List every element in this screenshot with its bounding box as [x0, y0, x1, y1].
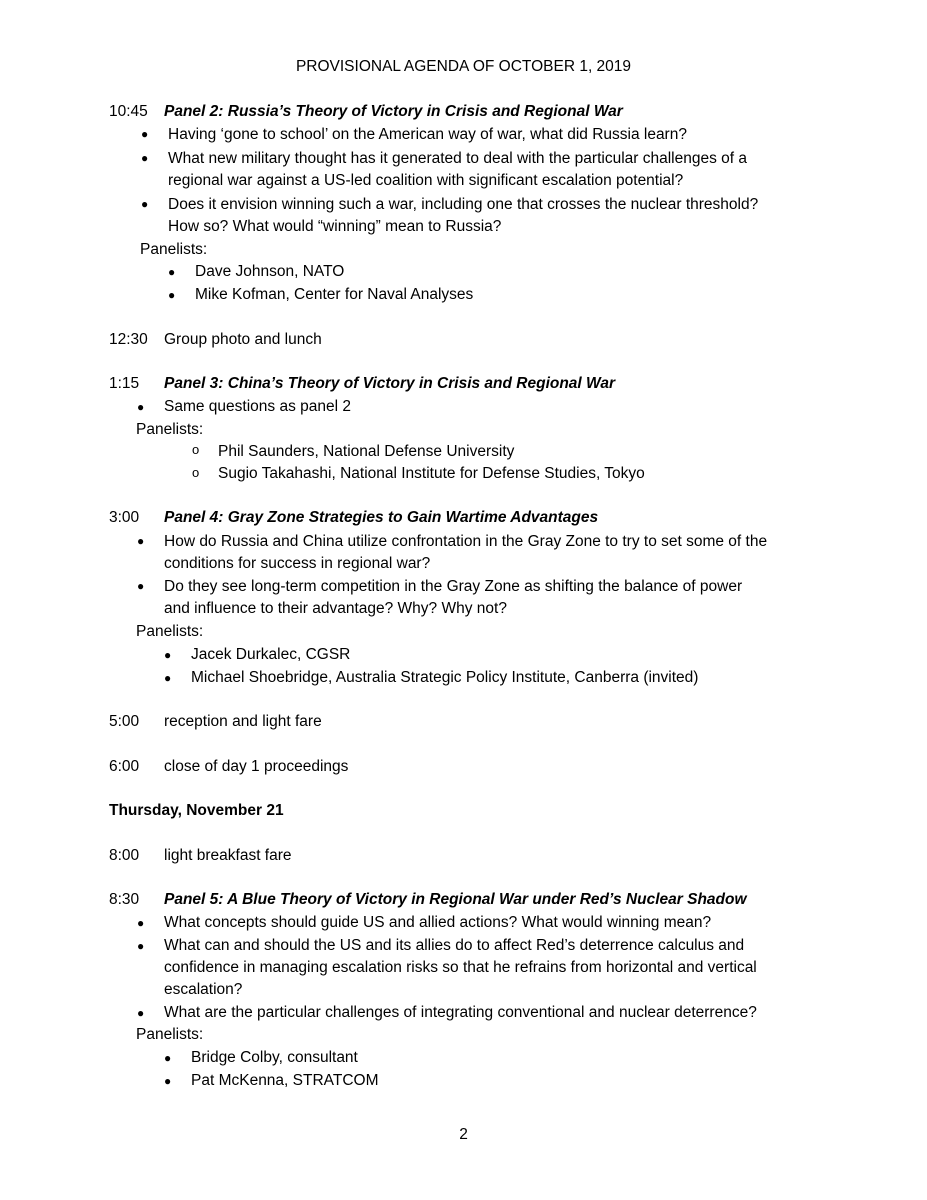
discussion-question: How do Russia and China utilize confrontation in the Gray Zone to try to set some of the — [164, 533, 768, 550]
discussion-question-cont: conditions for success in regional war? — [164, 555, 431, 572]
panelists-label: Panelists: — [140, 241, 208, 258]
session-time: 12:30 — [109, 331, 148, 348]
bullet-icon — [164, 1051, 171, 1065]
circle-bullet-icon — [192, 465, 199, 480]
bullet-icon — [141, 151, 148, 165]
session-time: 6:00 — [109, 758, 140, 775]
bullet-icon — [137, 939, 144, 953]
discussion-question: Same questions as panel 2 — [164, 398, 351, 415]
session-title: Panel 2: Russia’s Theory of Victory in Crisis and Regional War — [164, 103, 623, 120]
panelist: Michael Shoebridge, Australia Strategic Policy Institute, Canberra (invited) — [191, 669, 699, 686]
session-title: Panel 3: China’s Theory of Victory in Crisis and Regional War — [164, 375, 616, 392]
panelist: Pat McKenna, STRATCOM — [191, 1072, 379, 1089]
session-title: Panel 4: Gray Zone Strategies to Gain Wartime Advantages — [164, 509, 599, 526]
discussion-question: Does it envision winning such a war, including one that crosses the nuclear threshold? — [168, 196, 759, 213]
bullet-icon — [141, 197, 148, 211]
panelist: Dave Johnson, NATO — [195, 263, 345, 280]
bullet-icon — [164, 1074, 171, 1088]
panelist: Sugio Takahashi, National Institute for Defense Studies, Tokyo — [218, 465, 645, 482]
discussion-question: What can and should the US and its allies do to affect Red’s deterrence calculus and — [164, 937, 745, 954]
bullet-icon — [137, 534, 144, 548]
circle-bullet-icon — [192, 442, 199, 457]
session-time: 10:45 — [109, 103, 148, 120]
discussion-question: What concepts should guide US and allied actions? What would winning mean? — [164, 914, 712, 931]
panelists-label: Panelists: — [136, 421, 204, 438]
day-heading: Thursday, November 21 — [109, 802, 284, 819]
discussion-question-cont: escalation? — [164, 981, 243, 998]
discussion-question-cont: confidence in managing escalation risks so that he refrains from horizontal and vertical — [164, 959, 757, 976]
session-text: reception and light fare — [164, 713, 322, 730]
discussion-question-cont: and influence to their advantage? Why? Why not? — [164, 600, 507, 617]
session-text: Group photo and lunch — [164, 331, 322, 348]
panelist: Bridge Colby, consultant — [191, 1049, 358, 1066]
panelists-label: Panelists: — [136, 1026, 204, 1043]
bullet-icon — [137, 579, 144, 593]
discussion-question: Do they see long-term competition in the Gray Zone as shifting the balance of power — [164, 578, 743, 595]
discussion-question: What are the particular challenges of integrating conventional and nuclear deterrence? — [164, 1004, 757, 1021]
session-time: 8:30 — [109, 891, 140, 908]
bullet-icon — [137, 916, 144, 930]
page-number: 2 — [459, 1126, 468, 1143]
session-title: Panel 5: A Blue Theory of Victory in Regional War under Red’s Nuclear Shadow — [164, 891, 747, 908]
bullet-icon — [137, 400, 144, 414]
bullet-icon — [168, 265, 175, 279]
panelist: Jacek Durkalec, CGSR — [191, 646, 351, 663]
session-time: 5:00 — [109, 713, 140, 730]
bullet-icon — [141, 127, 148, 141]
bullet-icon — [164, 671, 171, 685]
bullet-icon — [164, 648, 171, 662]
page-header: PROVISIONAL AGENDA OF OCTOBER 1, 2019 — [295, 58, 632, 75]
discussion-question-cont: How so? What would “winning” mean to Russia? — [168, 218, 502, 235]
discussion-question: What new military thought has it generated to deal with the particular challenges of a — [168, 150, 747, 167]
panelist: Phil Saunders, National Defense University — [218, 443, 515, 460]
discussion-question: Having ‘gone to school’ on the American way of war, what did Russia learn? — [168, 126, 687, 143]
bullet-icon — [168, 288, 175, 302]
session-time: 8:00 — [109, 847, 140, 864]
session-time: 1:15 — [109, 375, 140, 392]
session-time: 3:00 — [109, 509, 140, 526]
panelists-label: Panelists: — [136, 623, 204, 640]
session-text: close of day 1 proceedings — [164, 758, 349, 775]
discussion-question-cont: regional war against a US-led coalition with significant escalation potential? — [168, 172, 684, 189]
bullet-icon — [137, 1006, 144, 1020]
panelist: Mike Kofman, Center for Naval Analyses — [195, 286, 474, 303]
session-text: light breakfast fare — [164, 847, 292, 864]
